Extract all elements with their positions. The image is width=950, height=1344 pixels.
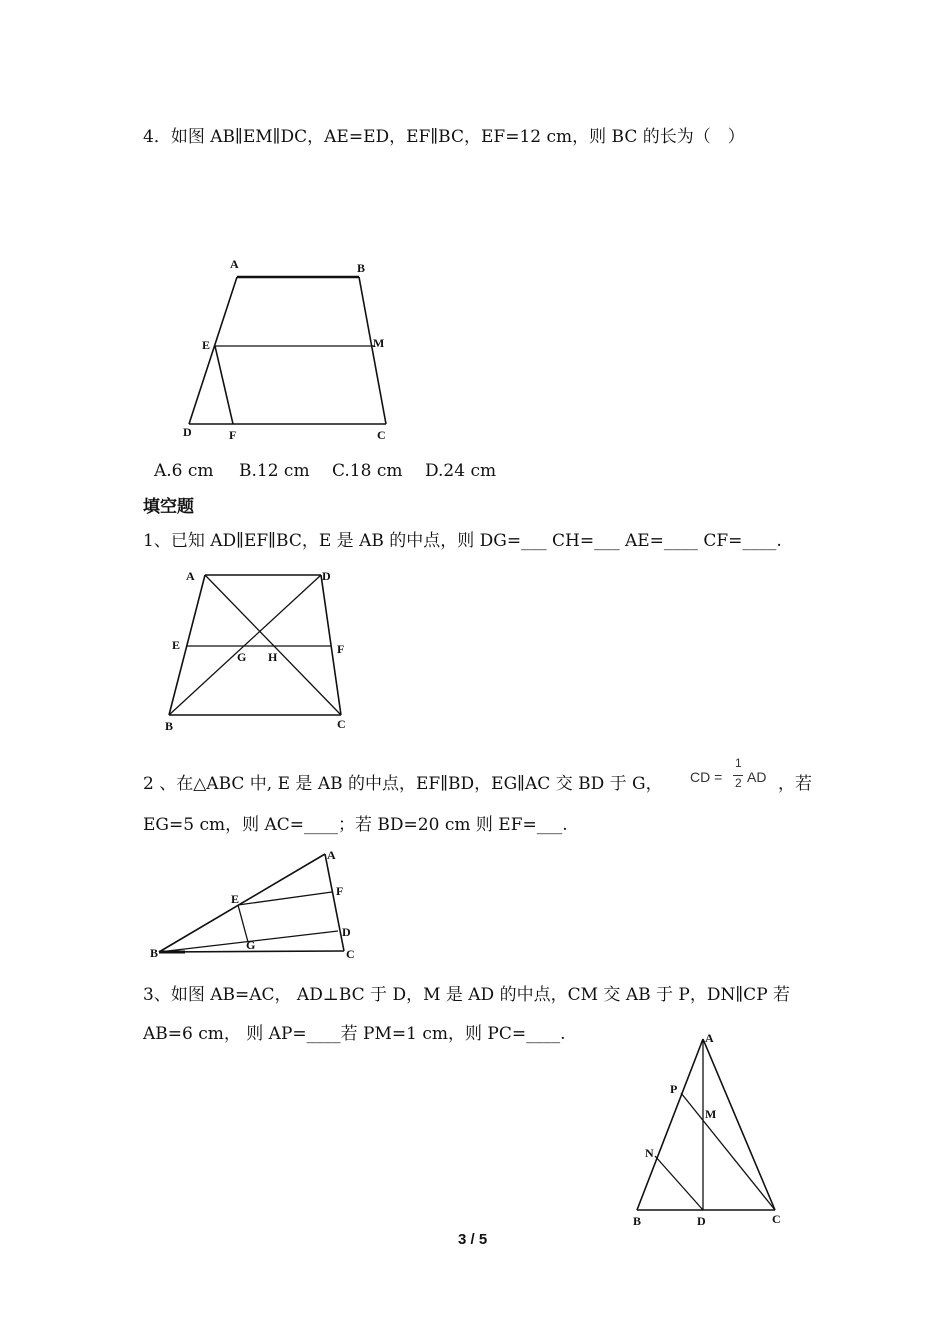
formula-numerator: 1 (735, 756, 742, 770)
fill-1-text: 1、已知 AD∥EF∥BC，E 是 AB 的中点，则 DG=___ CH=___ AE=____ CF=____. (143, 531, 782, 551)
q4-label-M: M (373, 336, 385, 350)
f1-label-G: G (237, 650, 247, 664)
f3-label-D: D (697, 1214, 706, 1228)
q4-label-A: A (230, 257, 239, 271)
formula-denominator: 2 (735, 776, 742, 790)
f3-label-B: B (633, 1214, 642, 1228)
figure-f2-triangle (145, 845, 375, 965)
f2-label-A: A (327, 848, 336, 862)
formula-left: CD = (690, 769, 723, 785)
f3-label-M: M (705, 1107, 717, 1121)
page-number: 3 / 5 (458, 1231, 488, 1248)
figure-q4-trapezoid (170, 250, 410, 450)
f2-label-G: G (246, 938, 256, 952)
f1-label-A: A (186, 569, 195, 583)
q4-label-E: E (202, 338, 211, 352)
q4-option-c: C.18 cm (332, 461, 403, 481)
f1-label-C: C (337, 717, 346, 731)
fill-3-text-part2: AB=6 cm， 则 AP=____若 PM=1 cm，则 PC=____. (143, 1024, 566, 1044)
f3-label-N: N (645, 1146, 654, 1160)
q4-label-F: F (229, 428, 237, 442)
f1-label-D: D (322, 569, 331, 583)
fill-2-text-part2: ，若 (778, 774, 812, 794)
section-title-fill-in: 填空题 (143, 497, 194, 517)
f2-label-C: C (346, 947, 355, 961)
formula-cd-half-ad (690, 756, 780, 796)
fill-3-text-part1: 3、如图 AB=AC， AD⊥BC 于 D，M 是 AD 的中点，CM 交 AB 于 P，DN∥CP 若 (143, 985, 791, 1005)
figure-f1-trapezoid (160, 565, 360, 735)
fill-2-text-part1: 2 、在△ABC 中, E 是 AB 的中点，EF∥BD，EG∥AC 交 BD 于 G， (143, 774, 663, 794)
q4-label-D: D (183, 425, 192, 439)
f2-label-F: F (336, 884, 344, 898)
q4-option-b: B.12 cm (239, 461, 310, 481)
f3-label-A: A (705, 1031, 714, 1045)
f1-label-F: F (337, 642, 345, 656)
f2-label-B: B (150, 946, 159, 960)
f2-label-D: D (342, 925, 351, 939)
q4-option-a: A.6 cm (154, 461, 214, 481)
q4-option-d: D.24 cm (425, 461, 497, 481)
f3-label-C: C (772, 1212, 781, 1226)
f1-label-H: H (268, 650, 278, 664)
formula-right: AD (747, 769, 767, 785)
figure-f3-isosceles-triangle (625, 1030, 795, 1230)
f3-label-P: P (670, 1082, 678, 1096)
f1-label-E: E (172, 638, 181, 652)
q4-label-C: C (377, 428, 386, 442)
f2-label-E: E (231, 892, 240, 906)
question-4-text: 4．如图 AB∥EM∥DC，AE=ED，EF∥BC，EF=12 cm，则 BC 的长为（ ） (143, 127, 745, 147)
fill-2-text-part3: EG=5 cm，则 AC=____；若 BD=20 cm 则 EF=___. (143, 815, 568, 835)
q4-label-B: B (357, 261, 366, 275)
f1-label-B: B (165, 719, 174, 733)
